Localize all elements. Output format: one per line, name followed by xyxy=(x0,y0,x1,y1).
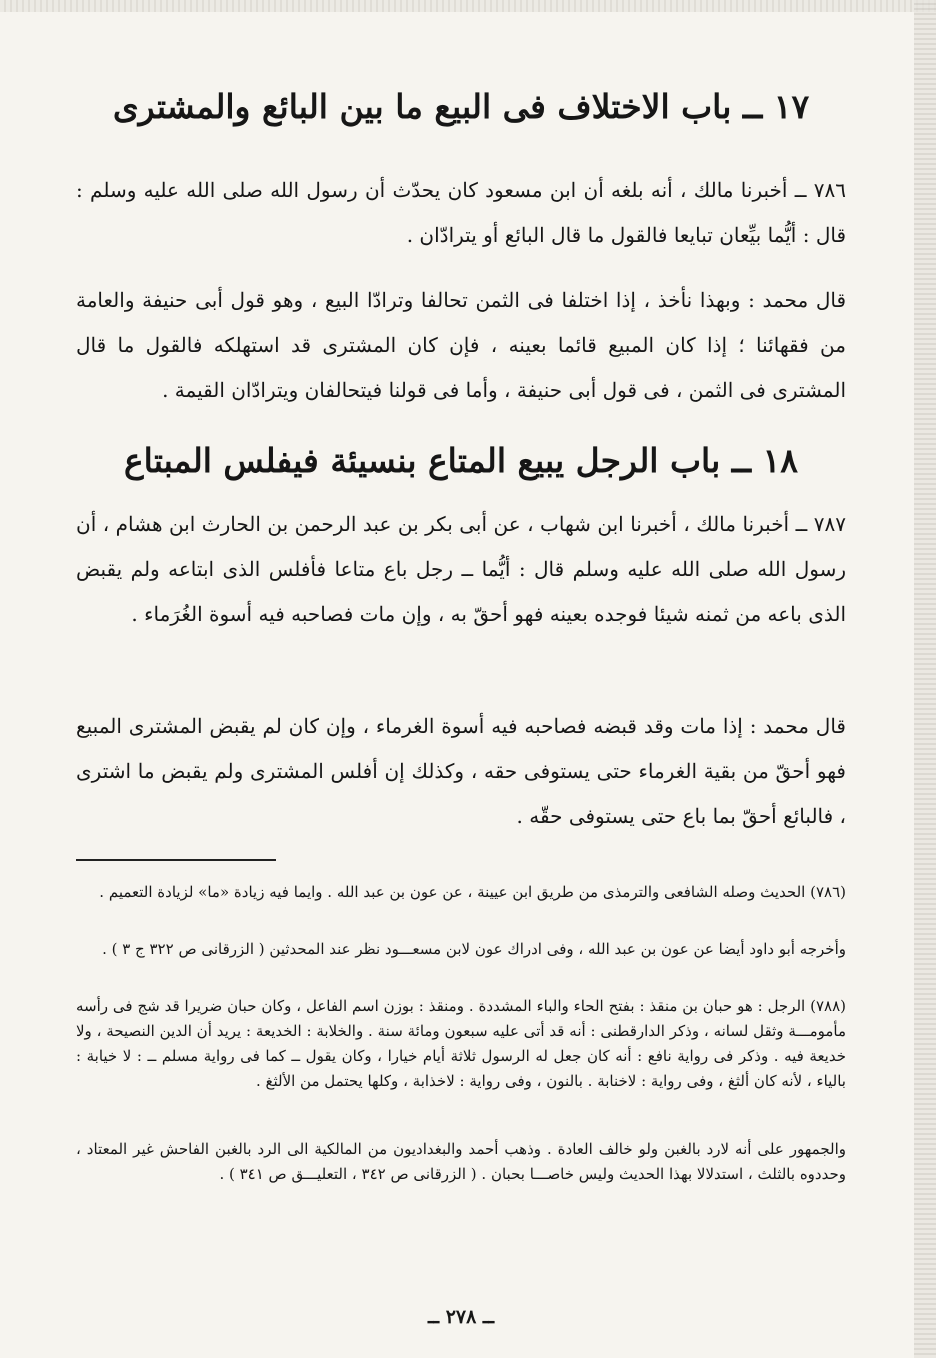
chapter-18-heading: ١٨ ــ باب الرجل يبيع المتاع بنسيئة فيفلس المبتاع xyxy=(123,441,799,480)
scan-edge-right xyxy=(914,0,936,1358)
footnote-788: (٧٨٨) الرجل : هو حبان بن منقذ : بفتح الحاء والباء المشددة . ومنقذ : بوزن اسم الفاعل ، وكان حبان ضريرا قد شج فى رأسه مأمومـــة وثقل لسانه ، وذكر الدارقطنى : أنه قد أتى عليه سبعون ومائة سنة . والخلابة : الخديعة : يريد أن الدين النصيحة ، ولا خديعة فيه . وذكر فى رواية نافع : أنه كان جعل له الرسول ثلاثة أيام خيارا ، وكان يقول ــ كما فى رواية مسلم ــ : لا خيابة : بالياء ، لأنه كان ألثغ ، وفى رواية : لاخنابة . بالنون ، وفى رواية : لاخذابة ، وكلها يحتمل من الألثغ . xyxy=(76,997,846,1090)
footnote-786: (٧٨٦) الحديث وصله الشافعى والترمذى من طريق ابن عيينة ، عن عون بن عبد الله . وايما فيه زيادة «ما» لزيادة التعميم . xyxy=(99,883,846,901)
hadith-787: ٧٨٧ ــ أخبرنا مالك ، أخبرنا ابن شهاب ، عن أبى بكر بن عبد الرحمن بن الحارث ابن هشام ، أن رسول الله صلى الله عليه وسلم قال : أيُّما ــ رجل باع متاعا فأفلس الذى ابتاعه ولم يقبض الذى باعه من ثمنه شيئا فوجده بعينه فهو أحقّ به ، وإن مات فصاحبه فيه أسوة الغُرَماء . xyxy=(76,512,846,626)
footnote-786-continued: وأخرجه أبو داود أيضا عن عون بن عبد الله ، وفى ادراك عون لابن مسعـــود نظر عند المحدثين ( الزرقانى ص ٣٢٢ ج ٣ ) . xyxy=(102,940,846,958)
chapter-17-commentary: قال محمد : وبهذا نأخذ ، إذا اختلفا فى الثمن تحالفا وترادّا البيع ، وهو قول أبى حنيفة والعامة من فقهائنا ؛ إذا كان المبيع قائما بعينه ، فإن كان المشترى قد استهلكه فالقول ما قال المشترى فى الثمن ، فى قول أبى حنيفة ، وأما فى قولنا فيتحالفان ويترادّان القيمة . xyxy=(76,288,846,402)
page-content xyxy=(76,0,846,1358)
chapter-17-heading: ١٧ ــ باب الاختلاف فى البيع ما بين البائع والمشترى xyxy=(112,87,810,126)
footnote-separator xyxy=(76,859,276,861)
footnote-788-continued: والجمهور على أنه لارد بالغبن ولو خالف العادة . وذهب أحمد والبغداديون من المالكية الى الرد بالغبن الفاحش غير المعتاد ، وحددوه بالثلث ، استدلالا بهذا الحديث وليس خاصـــا بحبان . ( الزرقانى ص ٣٤٢ ، التعليـــق ص ٣٤١ ) . xyxy=(76,1140,846,1183)
hadith-786: ٧٨٦ ــ أخبرنا مالك ، أنه بلغه أن ابن مسعود كان يحدّث أن رسول الله صلى الله عليه وسلم : قال : أيُّما بيِّعان تبايعا فالقول ما قال البائع أو يترادّان . xyxy=(76,178,846,247)
chapter-18-commentary: قال محمد : إذا مات وقد قبضه فصاحبه فيه أسوة الغرماء ، وإن كان لم يقبض المشترى المبيع فهو أحقّ من بقية الغرماء حتى يستوفى حقه ، وكذلك إن أفلس المشترى ولم يقبض ما اشترى ، فالبائع أحقّ بما باع حتى يستوفى حقّه . xyxy=(76,714,846,828)
page-number: ــ ٢٧٨ ــ xyxy=(427,1306,495,1328)
